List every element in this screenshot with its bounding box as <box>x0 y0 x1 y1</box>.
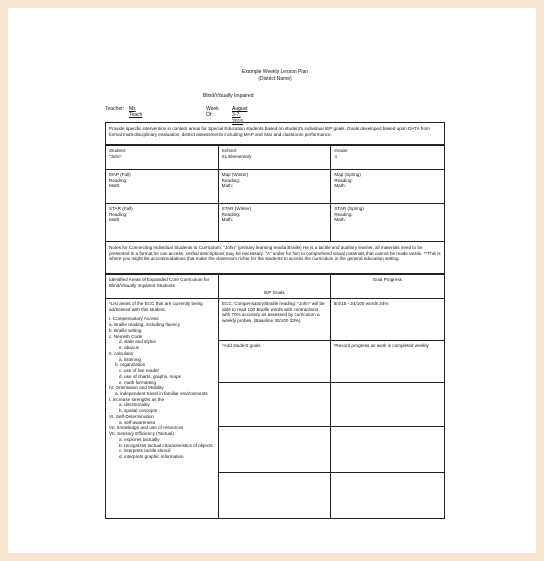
ecc-item: I. increase strengths as the <box>109 396 165 402</box>
notes-box: Notes for Connecting Individual Students to Curriculum: "John" (primary learning media Braille) He is a tactile and auditory learner, all materials need to be presented in a format he can access. Verbal descriptions may be necessary. "A" under for him to comprehend visual materials that cannot be made tactile. **This is where you might list accommodations that make the classroom richer for the students to access the curriculum in the general education setting. <box>105 241 445 274</box>
student-value: "John" <box>109 153 123 159</box>
star-winter-cell <box>218 204 331 242</box>
map-fall-reading: Reading: <box>109 177 128 183</box>
ecc-item: VI. Self-Determination <box>109 413 154 419</box>
map-winter-math: Math: <box>221 183 234 189</box>
document-page <box>8 8 536 553</box>
star-spring-title: STAR (Spring) <box>334 206 364 211</box>
goal-progress-header: Goal Progress <box>330 275 444 299</box>
week-label: Week Of: <box>206 106 219 119</box>
student-cell <box>106 146 219 170</box>
map-spring-cell <box>331 170 445 204</box>
student-label: Student: <box>109 148 127 153</box>
ecc-item: e. math formatting <box>119 379 157 385</box>
map-winter-title: Map (Winter) <box>221 172 249 177</box>
star-fall-title: STAR (Fall) <box>109 206 133 211</box>
program-name: Blind/Visually Impaired <box>203 93 254 99</box>
star-spring-math: Math: <box>334 217 346 223</box>
star-fall-reading: Reading: <box>109 211 128 217</box>
iep-goals-header: IEP Goals <box>218 275 330 299</box>
add-goals-cell: *Add student goals <box>218 341 330 383</box>
map-winter-reading: Reading: <box>221 177 241 183</box>
ecc-item: b. Braille writing <box>109 327 142 333</box>
ecc-item: b. organization <box>115 362 146 368</box>
ecc-item: a. independent travel in familiar environments <box>115 391 208 397</box>
ecc-item: a. directionality <box>119 402 150 408</box>
grade-label: Grade: <box>334 148 349 153</box>
goal-1-cell: ECC: Compensatory/Braille reading: "John" will be able to read 100 Braille words with contractions with 70% accuracy as assessed by curriculum a weekly probes. (Baseline 30/100 33%) <box>218 299 330 341</box>
document-title: Example Weekly Lesson Plan <box>241 69 309 75</box>
map-fall-math: Math: <box>109 183 121 189</box>
progress-empty-cell <box>330 473 444 519</box>
ecc-item: d. slate and stylus <box>119 339 156 345</box>
ecc-list-cell <box>106 299 219 519</box>
grade-value: 4 <box>334 153 337 159</box>
grade-cell <box>331 146 445 170</box>
star-fall-cell <box>106 204 219 242</box>
star-spring-cell <box>331 204 445 242</box>
goal-empty-cell <box>218 473 330 519</box>
map-fall-cell <box>106 170 219 204</box>
ecc-item: b. recognizes tactual characteristics of objects <box>119 442 213 448</box>
map-spring-title: Map (Spring) <box>334 172 361 177</box>
ecc-item: e. abacus <box>119 345 139 351</box>
ecc-item: b. spatial concepts <box>119 408 158 414</box>
goals-table <box>105 274 445 519</box>
star-winter-math: Math: <box>221 217 234 223</box>
ecc-item: a. listening <box>119 356 141 362</box>
record-progress-cell: *Record progress as work is completed weekly <box>330 341 444 383</box>
ecc-item: c. use of live reader <box>119 368 160 374</box>
ecc-item: VII. Sensory Efficiency (Tactual) <box>109 431 174 437</box>
student-info-table <box>105 145 445 242</box>
ecc-item: I. Compensatory Access <box>109 316 159 322</box>
map-spring-math: Math: <box>334 183 346 189</box>
intro-box: Provide specific intervention in content areas for Special Education students based on student's individual IEP goals. Goals developed based upon DATA from formal multi-disciplinary evaluation, district assessments including MAP and Star and classroom performance. <box>105 122 445 145</box>
ecc-list <box>109 316 215 459</box>
ecc-item: c. Nemeth Code <box>109 333 143 339</box>
ecc-item: II. calculator <box>109 350 134 356</box>
ecc-item: a. self-awareness <box>119 419 156 425</box>
progress-1-cell: 8/4/15 - 24/100 words 24% <box>330 299 444 341</box>
goal-empty-cell <box>218 383 330 427</box>
progress-empty-cell <box>330 383 444 427</box>
map-fall-title: MAP (Fall) <box>109 172 131 177</box>
ecc-item: a. Braille reading, including fluency <box>109 322 180 328</box>
map-spring-reading: Reading: <box>334 177 353 183</box>
ecc-intro: *List areas of the ECC that are currently being addressed with this student. <box>109 301 203 312</box>
ecc-item: VII. knowledge and use of resources <box>109 425 184 431</box>
ecc-header: Identified Areas of Expanded Core Curriculum for Blind/Visually Impaired Students <box>106 275 219 299</box>
ecc-item: IV. Orientation and Mobility <box>109 385 164 391</box>
ecc-item: c. interprets tactile stimuli <box>119 448 171 454</box>
star-spring-reading: Reading: <box>334 211 353 217</box>
school-label: School: <box>221 148 237 153</box>
school-cell <box>218 146 331 170</box>
star-winter-reading: Reading: <box>221 211 241 217</box>
ecc-item: d. use of charts, graphs, maps <box>119 373 181 379</box>
teacher-label: Teacher: <box>105 106 125 112</box>
teacher-value: Ms Teach <box>129 106 143 119</box>
ecc-item: a. explores tactually <box>119 436 160 442</box>
district-name: (District Name) <box>258 76 292 82</box>
progress-empty-cell <box>330 427 444 473</box>
school-value: XL Elementary <box>221 153 252 159</box>
map-winter-cell <box>218 170 331 204</box>
star-fall-math: Math: <box>109 217 121 223</box>
goal-empty-cell <box>218 427 330 473</box>
week-value: August 3-7, 2015 <box>232 106 248 125</box>
ecc-item: d. interprets graphic information <box>119 454 184 460</box>
star-winter-title: STAR (Winter) <box>221 206 252 211</box>
